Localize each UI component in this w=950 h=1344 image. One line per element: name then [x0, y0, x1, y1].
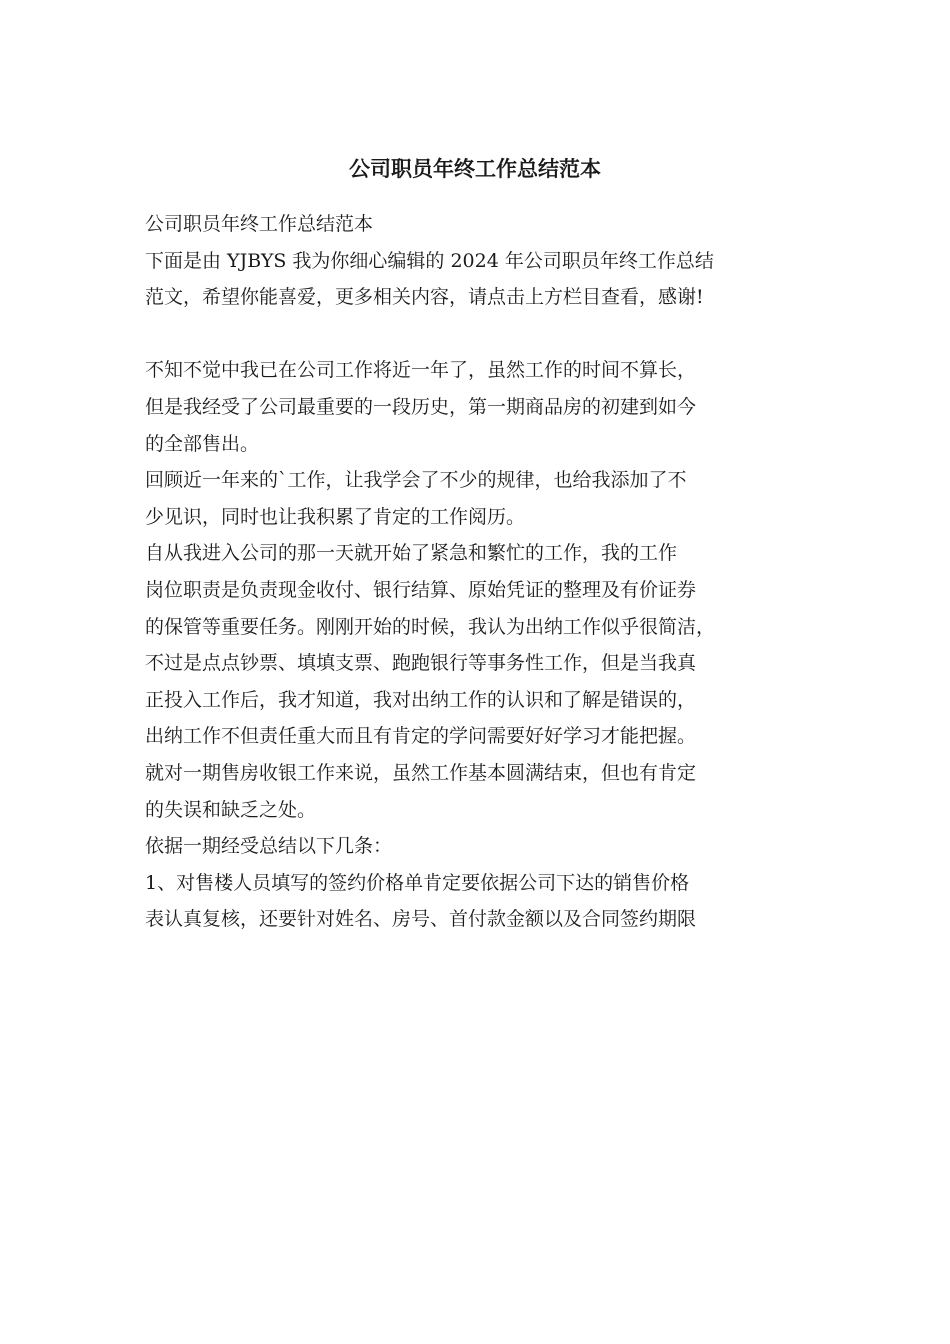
text-line: 范文，希望你能喜爱，更多相关内容，请点击上方栏目查看，感谢!: [145, 286, 704, 309]
text-line: 但是我经受了公司最重要的一段历史，第一期商品房的初建到如今: [145, 395, 697, 418]
text-line: 不知不觉中我已在公司工作将近一年了，虽然工作的时间不算长，: [145, 359, 697, 382]
document-title: 公司职员年终工作总结范本: [349, 156, 601, 181]
text-line: 表认真复核，还要针对姓名、房号、首付款金额以及合同签约期限: [145, 908, 697, 931]
text-line: 的保管等重要任务。刚刚开始的时候，我认为出纳工作似乎很简洁，: [145, 615, 716, 638]
blank-line: [145, 316, 825, 353]
text-line: 就对一期售房收银工作来说，虽然工作基本圆满结束，但也有肯定: [145, 761, 697, 784]
text-line: 正投入工作后，我才知道，我对出纳工作的认识和了解是错误的，: [145, 688, 697, 711]
text-line: 出纳工作不但责任重大而且有肯定的学问需要好好学习才能把握。: [145, 725, 697, 748]
text-line: 下面是由 YJBYS 我为你细心编辑的 2024 年公司职员年终工作总结: [145, 249, 714, 272]
document-body: [145, 206, 825, 938]
text-line: 回顾近一年来的`工作，让我学会了不少的规律，也给我添加了不: [145, 469, 687, 492]
text-line: 公司职员年终工作总结范本: [145, 213, 374, 235]
text-line: 不过是点点钞票、填填支票、跑跑银行等事务性工作，但是当我真: [145, 652, 697, 675]
text-line: 岗位职责是负责现金收付、银行结算、原始凭证的整理及有价证券: [145, 578, 697, 601]
text-line: 少见识，同时也让我积累了肯定的工作阅历。: [145, 505, 526, 528]
text-line: 的失误和缺乏之处。: [145, 798, 317, 821]
text-line: 1、对售楼人员填写的签约价格单肯定要依据公司下达的销售价格: [145, 871, 690, 894]
text-line: 依据一期经受总结以下几条：: [145, 835, 393, 858]
text-line: 的全部售出。: [145, 432, 260, 455]
text-line: 自从我进入公司的那一天就开始了紧急和繁忙的工作，我的工作: [145, 542, 678, 565]
